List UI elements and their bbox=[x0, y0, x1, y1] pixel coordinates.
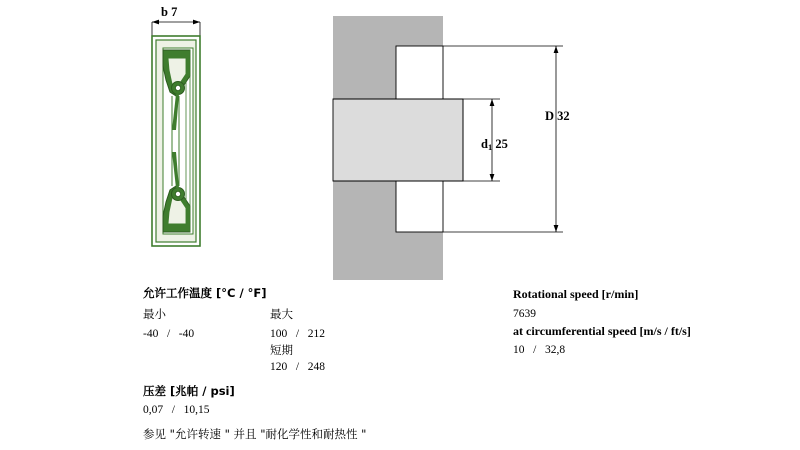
rotational-speed-value: 7639 bbox=[513, 308, 536, 320]
temperature-min-values: -40 / -40 bbox=[143, 328, 195, 340]
pressure-title: 压差 [兆帕 / psi] bbox=[143, 384, 235, 398]
width-dimension-label: b 7 bbox=[161, 5, 178, 19]
temperature-title: 允许工作温度 [°C / °F] bbox=[143, 286, 267, 300]
outer-diameter-label: D 32 bbox=[545, 109, 570, 123]
circumferential-speed-value: 10 / 32,8 bbox=[513, 344, 566, 356]
circumferential-speed-title: at circumferential speed [m/s / ft/s] bbox=[513, 324, 691, 338]
temperature-max-label: 最大 bbox=[270, 307, 293, 321]
bore-value: 25 bbox=[495, 137, 508, 151]
rotational-speed-title: Rotational speed [r/min] bbox=[513, 287, 639, 301]
pressure-values: 0,07 / 10,15 bbox=[143, 404, 210, 416]
temperature-min-label: 最小 bbox=[143, 307, 166, 321]
reference-note: 参见 "允许转速 " 并且 "耐化学性和耐热性 " bbox=[143, 427, 367, 441]
shaft bbox=[333, 99, 463, 181]
left-section-view bbox=[152, 20, 200, 246]
temperature-max-values: 100 / 212 bbox=[270, 328, 325, 340]
right-assembly-view bbox=[333, 16, 563, 280]
width-dimension bbox=[152, 20, 200, 36]
temperature-short-term-label: 短期 bbox=[270, 343, 293, 357]
temperature-short-term-values: 120 / 248 bbox=[270, 361, 325, 373]
bore-subscript: 1 bbox=[487, 142, 493, 152]
bore-diameter-label bbox=[481, 138, 508, 152]
bore-symbol: d bbox=[481, 137, 488, 151]
